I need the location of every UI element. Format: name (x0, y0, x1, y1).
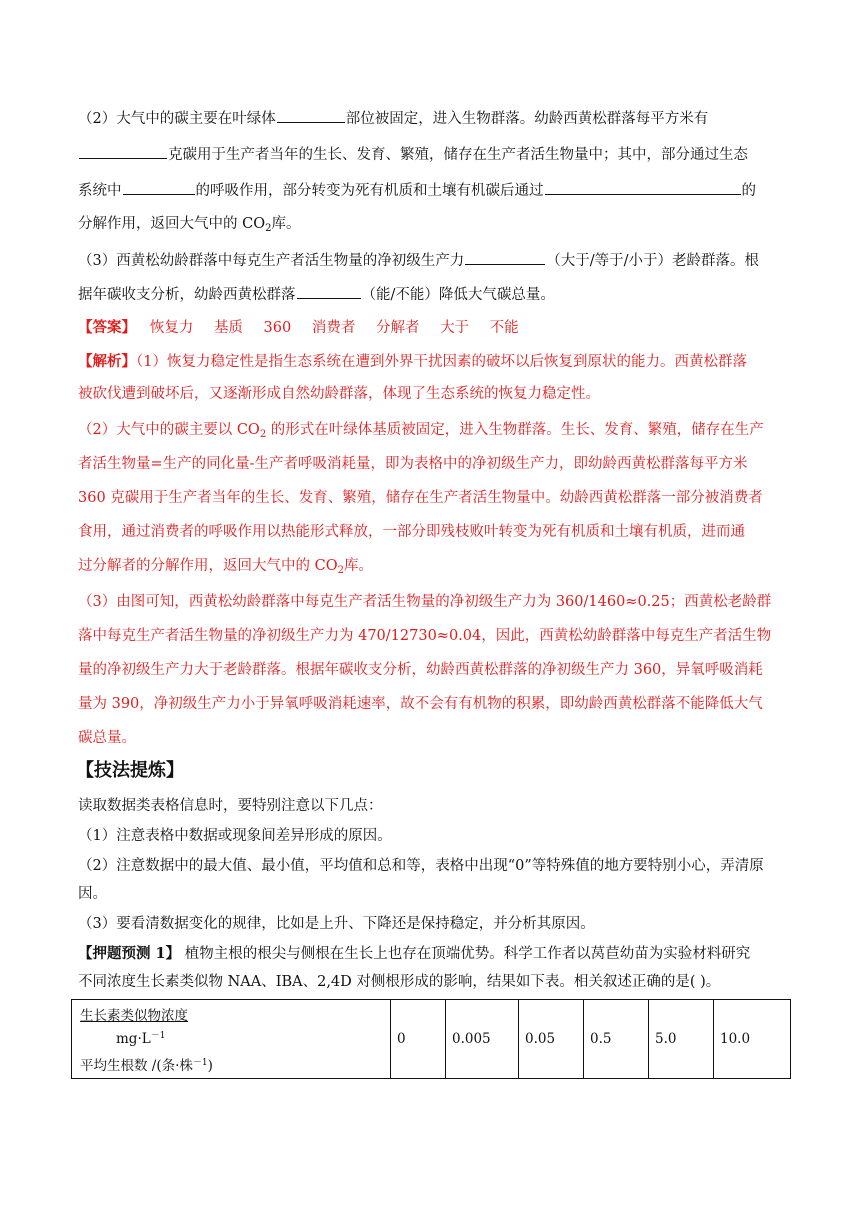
prediction-line: 不同浓度生长素类似物 NAA、IBA、2,4D 对侧根形成的影响，结果如下表。相关叙述正确的是( )。 (78, 974, 721, 990)
table-cell: 0.5 (584, 1000, 649, 1079)
unit-text: ) (207, 1058, 213, 1074)
superscript: －1 (150, 1031, 166, 1041)
analysis-label: 【解析】 (78, 353, 136, 370)
analysis-line (78, 384, 790, 404)
q2-text: 的呼吸作用，部分转变为死有机质和土壤有机碳后通过 (195, 183, 544, 199)
analysis-line (78, 626, 790, 646)
analysis-text: 过分解者的分解作用，返回大气中的 CO (78, 558, 338, 574)
section-heading: 【技法提炼】 (76, 760, 184, 781)
answer-blank[interactable] (297, 284, 361, 299)
answer-item: 不能 (489, 320, 519, 336)
table-cell: 5.0 (649, 1000, 714, 1079)
q3-text: （3）西黄松幼龄群落中每克生产者活生物量的净初级生产力 (78, 253, 465, 269)
analysis-line (78, 694, 790, 714)
analysis-line (78, 660, 790, 680)
answer-item: 基质 (213, 320, 243, 336)
q2-line-2 (78, 144, 790, 165)
answer-line (78, 318, 790, 338)
q2-text: 库。 (271, 216, 301, 232)
answer-item: 恢复力 (149, 320, 194, 336)
superscript: －1 (192, 1058, 208, 1068)
analysis-line (78, 454, 790, 474)
analysis-text: 的形式在叶绿体基质被固定，进入生物群落。生长、发育、繁殖，储存在生产 (266, 422, 764, 438)
analysis-line (78, 352, 790, 372)
header-label: 生长素类似物浓度 (80, 1008, 188, 1024)
analysis-text: 碳总量。 (78, 730, 136, 746)
analysis-line (78, 592, 790, 612)
q3-text: 据年碳收支分析，幼龄西黄松群落 (78, 287, 296, 303)
q3-line-1 (78, 250, 790, 271)
q3-text: （能/不能）降低大气碳总量。 (361, 287, 555, 303)
table-cell: 0.05 (519, 1000, 584, 1079)
analysis-line (78, 488, 790, 508)
answer-label: 【答案】 (78, 319, 136, 336)
analysis-text: 360 克碳用于生产者当年的生长、发育、繁殖，储存在生产者活生物量中。幼龄西黄松群落一部分被消费者 (78, 490, 763, 506)
technique-item: （1）注意表格中数据或现象间差异形成的原因。 (78, 828, 392, 844)
subscript: 2 (265, 223, 272, 234)
q2-text: 部位被固定，进入生物群落。幼龄西黄松群落每平方米有 (345, 111, 709, 127)
analysis-text: （3）由图可知，西黄松幼龄群落中每克生产者活生物量的净初级生产力为 360/1460≈0.25；西黄松老龄群 (78, 594, 772, 610)
table-cell: 0.005 (446, 1000, 519, 1079)
technique-item: （3）要看清数据变化的规律，比如是上升、下降还是保持稳定，并分析其原因。 (78, 916, 595, 932)
header-unit (116, 1028, 165, 1047)
q2-text: 克碳用于生产者当年的生长、发育、繁殖，储存在生产者活生物量中；其中，部分通过生态 (168, 147, 748, 163)
q2-text: 的 (741, 183, 756, 199)
subscript: 2 (259, 429, 267, 440)
analysis-line (78, 728, 790, 748)
answer-blank[interactable] (79, 144, 167, 159)
unit-text: mg·L (116, 1031, 151, 1047)
prediction-text: 植物主根的根尖与侧根在生长上也存在顶端优势。科学工作者以莴苣幼苗为实验材料研究 (180, 946, 751, 962)
table-row (72, 1000, 791, 1079)
technique-item: （2）注意数据中的最大值、最小值，平均值和总和等，表格中出现“0”等特殊值的地方要特别小心，弄清原 (78, 858, 764, 874)
data-table (71, 999, 791, 1079)
technique-intro: 读取数据类表格信息时，要特别注意以下几点： (78, 798, 383, 814)
table-cell: 0 (391, 1000, 446, 1079)
analysis-text: 库。 (343, 558, 373, 574)
q2-line-4 (78, 214, 790, 239)
analysis-text: （2）大气中的碳主要以 CO (78, 422, 260, 438)
analysis-line (78, 522, 790, 542)
unit-text: 平均生根数 /(条·株 (80, 1058, 193, 1074)
analysis-text: 者活生物量=生产的同化量-生产者呼吸消耗量，即为表格中的净初级生产力，即幼龄西黄松群落每平方米 (78, 456, 748, 472)
analysis-text: 量为 390，净初级生产力小于异氧呼吸消耗速率，故不会有有机物的积累，即幼龄西黄松群落不能降低大气 (78, 696, 763, 712)
q2-text: （2）大气中的碳主要在叶绿体 (78, 111, 276, 127)
analysis-line (78, 420, 790, 445)
answer-item: 消费者 (311, 320, 356, 336)
q2-line-3 (78, 180, 790, 201)
answer-blank[interactable] (545, 180, 741, 195)
answer-blank[interactable] (465, 250, 545, 265)
table-header-cell (72, 1000, 391, 1079)
table-cell: 10.0 (714, 1000, 791, 1079)
prediction-line (78, 944, 790, 964)
technique-item: 因。 (78, 886, 107, 902)
analysis-text: 量的净初级生产力大于老龄群落。根据年碳收支分析，幼龄西黄松群落的净初级生产力 360，异氧呼吸消耗 (78, 662, 763, 678)
q2-line-1 (78, 108, 790, 129)
header-bottom (80, 1054, 213, 1074)
subscript: 2 (337, 565, 344, 576)
answer-blank[interactable] (123, 180, 195, 195)
q3-line-2 (78, 284, 790, 305)
analysis-line (78, 556, 790, 581)
analysis-text: （1）恢复力稳定性是指生态系统在遭到外界干扰因素的破坏以后恢复到原状的能力。西黄松群落 (136, 354, 747, 370)
q2-text: 系统中 (78, 183, 122, 199)
q2-text: 分解作用，返回大气中的 CO (78, 216, 266, 232)
answer-item: 360 (263, 320, 292, 336)
q3-text: （大于/等于/小于）老龄群落。根 (546, 253, 760, 269)
answer-item: 大于 (440, 320, 470, 336)
answer-item: 分解者 (375, 320, 420, 336)
analysis-text: 落中每克生产者活生物量的净初级生产力为 470/12730≈0.04，因此，西黄松幼龄群落中每克生产者活生物 (78, 628, 772, 644)
analysis-text: 被砍伐遭到破坏后，又逐渐形成自然幼龄群落，体现了生态系统的恢复力稳定性。 (78, 386, 600, 402)
analysis-text: 食用，通过消费者的呼吸作用以热能形式释放，一部分即残枝败叶转变为死有机质和土壤有机质，进而通 (78, 524, 745, 540)
answer-blank[interactable] (277, 108, 345, 123)
prediction-label: 【押题预测 1】 (78, 945, 181, 962)
